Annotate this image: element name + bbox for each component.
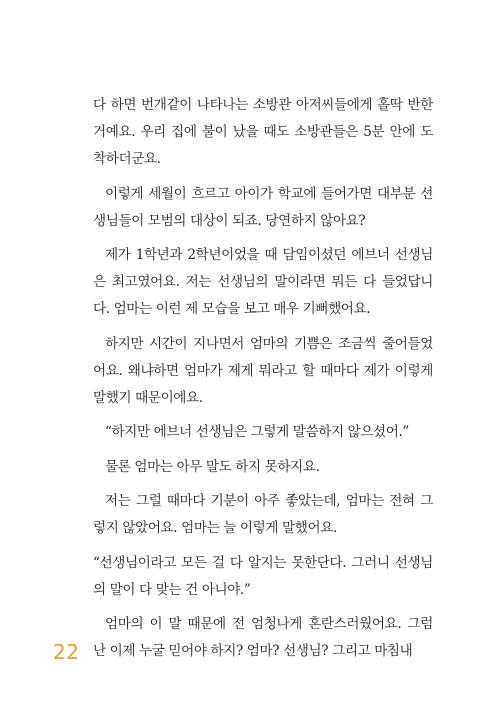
paragraph-9: 엄마의 이 말 때문에 전 엄청나게 혼란스러웠어요. 그럼 난 이제 누굴 믿어야 하지? 엄마? 선생님? 그리고 마침내 (93, 616, 433, 659)
page-number: 22 (53, 640, 80, 664)
paragraph-5-quote: “하지만 에브너 선생님은 그렇게 말씀하지 않으셨어.” (105, 424, 409, 440)
paragraph-2: 이렇게 세월이 흐르고 아이가 학교에 들어가면 대부분 선생님들이 모범의 대상이 되죠. 당연하지 않아요? (93, 185, 433, 229)
paragraph-4: 하지만 시간이 지나면서 엄마의 기쁨은 조금씩 줄어들었어요. 왜냐하면 엄마가 제게 뭐라고 할 때마다 제가 이렇게 말했기 때문이에요. (93, 335, 433, 406)
paragraph-8-quote: “선생님이라고 모든 걸 다 알지는 못한단다. 그러니 선생님의 말이 다 맞는 건 아니야.” (93, 554, 433, 598)
paragraph-3: 제가 1학년과 2학년이었을 때 담임이셨던 에브너 선생님은 최고였어요. 저는 선생님의 말이라면 뭐든 다 들었답니다. 엄마는 이런 제 모습을 보고 매우 기뻐했어요. (93, 247, 433, 317)
paragraph-6: 물론 엄마는 아무 말도 하지 못하지요. (105, 458, 320, 475)
body-text (93, 92, 433, 673)
paragraph-1: 다 하면 번개같이 나타나는 소방관 아저씨들에게 홀딱 반한 거예요. 우리 집에 불이 났을 때도 소방관들은 5분 안에 도착하더군요. (93, 97, 433, 167)
paragraph-7: 저는 그럴 때마다 기분이 아주 좋았는데, 엄마는 전혀 그렇지 않았어요. 엄마는 늘 이렇게 말했어요. (93, 493, 433, 536)
